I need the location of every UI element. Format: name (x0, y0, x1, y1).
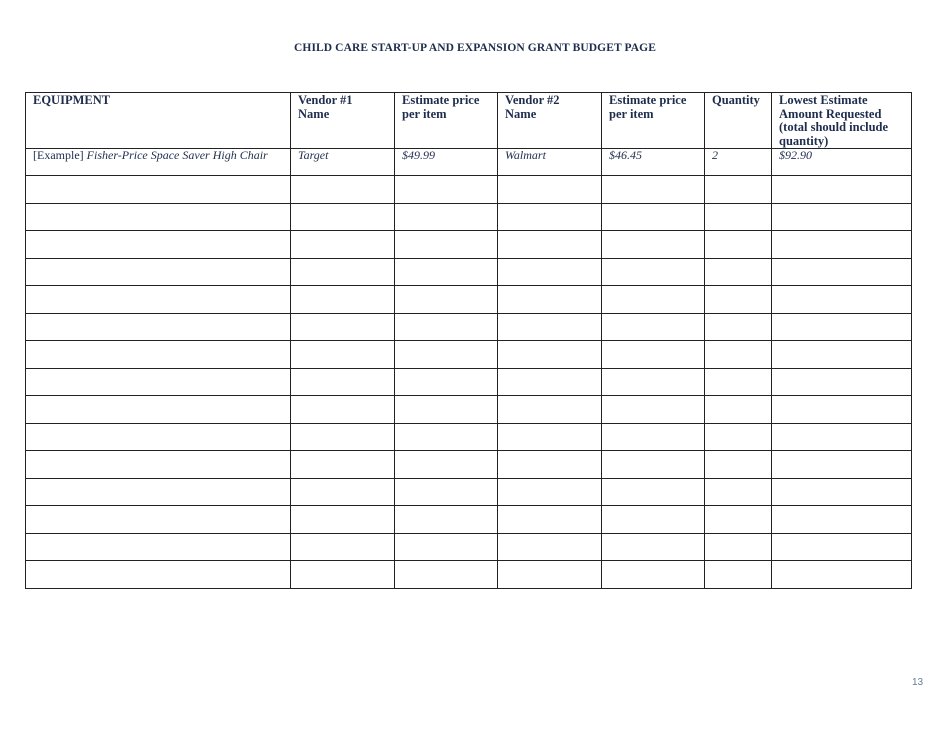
cell-price-1[interactable] (395, 561, 498, 589)
cell-vendor-1[interactable] (291, 203, 395, 231)
cell-vendor-1[interactable] (291, 341, 395, 369)
cell-equipment[interactable] (26, 258, 291, 286)
cell-vendor-1[interactable]: Target (291, 149, 395, 176)
cell-equipment[interactable] (26, 341, 291, 369)
cell-vendor-2[interactable] (498, 231, 602, 259)
cell-quantity[interactable]: 2 (705, 149, 772, 176)
table-row (26, 203, 912, 231)
header-quantity: Quantity (705, 93, 772, 149)
cell-price-1[interactable] (395, 286, 498, 314)
table-row (26, 396, 912, 424)
cell-price-2[interactable] (602, 203, 705, 231)
cell-quantity[interactable] (705, 313, 772, 341)
cell-vendor-1[interactable] (291, 368, 395, 396)
budget-table (25, 92, 912, 589)
cell-price-2[interactable] (602, 176, 705, 204)
cell-vendor-1[interactable] (291, 286, 395, 314)
cell-quantity[interactable] (705, 286, 772, 314)
cell-vendor-2[interactable] (498, 341, 602, 369)
cell-lowest-estimate[interactable] (772, 313, 912, 341)
table-row (26, 286, 912, 314)
cell-price-1[interactable] (395, 313, 498, 341)
cell-vendor-2[interactable]: Walmart (498, 149, 602, 176)
cell-quantity[interactable] (705, 368, 772, 396)
cell-vendor-2[interactable] (498, 451, 602, 479)
cell-quantity[interactable] (705, 478, 772, 506)
cell-vendor-1[interactable] (291, 506, 395, 534)
cell-vendor-1[interactable] (291, 478, 395, 506)
cell-vendor-2[interactable] (498, 506, 602, 534)
cell-vendor-2[interactable] (498, 368, 602, 396)
cell-vendor-2[interactable] (498, 423, 602, 451)
cell-equipment[interactable] (26, 231, 291, 259)
cell-price-1[interactable] (395, 533, 498, 561)
cell-price-1[interactable] (395, 258, 498, 286)
cell-equipment[interactable] (26, 368, 291, 396)
cell-price-1[interactable] (395, 451, 498, 479)
cell-vendor-2[interactable] (498, 478, 602, 506)
cell-lowest-estimate[interactable] (772, 368, 912, 396)
cell-price-2[interactable]: $46.45 (602, 149, 705, 176)
cell-lowest-estimate[interactable] (772, 478, 912, 506)
cell-equipment[interactable] (26, 313, 291, 341)
cell-quantity[interactable] (705, 176, 772, 204)
cell-vendor-1[interactable] (291, 231, 395, 259)
cell-vendor-2[interactable] (498, 203, 602, 231)
cell-equipment[interactable] (26, 203, 291, 231)
cell-quantity[interactable] (705, 561, 772, 589)
cell-lowest-estimate[interactable] (772, 396, 912, 424)
cell-vendor-1[interactable] (291, 176, 395, 204)
header-equipment: EQUIPMENT (26, 93, 291, 149)
table-row (26, 368, 912, 396)
cell-vendor-2[interactable] (498, 286, 602, 314)
cell-lowest-estimate[interactable] (772, 176, 912, 204)
cell-lowest-estimate[interactable] (772, 258, 912, 286)
cell-quantity[interactable] (705, 231, 772, 259)
cell-equipment[interactable] (26, 533, 291, 561)
cell-lowest-estimate[interactable] (772, 423, 912, 451)
cell-price-2[interactable] (602, 423, 705, 451)
cell-price-1[interactable] (395, 506, 498, 534)
cell-price-2[interactable] (602, 313, 705, 341)
table-row (26, 313, 912, 341)
cell-vendor-2[interactable] (498, 396, 602, 424)
cell-vendor-2[interactable] (498, 533, 602, 561)
header-lowest-estimate: Lowest Estimate Amount Requested (total should include quantity) (772, 93, 912, 149)
cell-price-1[interactable] (395, 368, 498, 396)
cell-lowest-estimate[interactable]: $92.90 (772, 149, 912, 176)
table-row (26, 451, 912, 479)
table-row (26, 258, 912, 286)
table-row (26, 423, 912, 451)
table-row (26, 341, 912, 369)
table-row (26, 176, 912, 204)
cell-quantity[interactable] (705, 423, 772, 451)
cell-lowest-estimate[interactable] (772, 203, 912, 231)
cell-price-2[interactable] (602, 506, 705, 534)
cell-price-1[interactable] (395, 423, 498, 451)
cell-equipment[interactable] (26, 478, 291, 506)
cell-price-1[interactable] (395, 203, 498, 231)
cell-price-2[interactable] (602, 396, 705, 424)
cell-price-1[interactable] (395, 396, 498, 424)
cell-vendor-1[interactable] (291, 561, 395, 589)
cell-equipment[interactable]: [Example] Fisher-Price Space Saver High Chair (26, 149, 291, 176)
cell-equipment[interactable] (26, 423, 291, 451)
cell-price-2[interactable] (602, 231, 705, 259)
cell-vendor-1[interactable] (291, 533, 395, 561)
cell-equipment[interactable] (26, 396, 291, 424)
cell-quantity[interactable] (705, 396, 772, 424)
cell-vendor-1[interactable] (291, 258, 395, 286)
cell-price-2[interactable] (602, 561, 705, 589)
cell-vendor-2[interactable] (498, 313, 602, 341)
table-row (26, 506, 912, 534)
cell-vendor-1[interactable] (291, 451, 395, 479)
cell-price-1[interactable]: $49.99 (395, 149, 498, 176)
cell-vendor-1[interactable] (291, 396, 395, 424)
cell-lowest-estimate[interactable] (772, 506, 912, 534)
cell-lowest-estimate[interactable] (772, 341, 912, 369)
cell-equipment[interactable] (26, 506, 291, 534)
cell-equipment[interactable] (26, 451, 291, 479)
table-row (26, 478, 912, 506)
cell-price-1[interactable] (395, 341, 498, 369)
cell-price-1[interactable] (395, 478, 498, 506)
cell-quantity[interactable] (705, 341, 772, 369)
cell-vendor-1[interactable] (291, 423, 395, 451)
header-price-2: Estimate price per item (602, 93, 705, 149)
cell-price-2[interactable] (602, 286, 705, 314)
table-row (26, 533, 912, 561)
cell-equipment[interactable] (26, 561, 291, 589)
cell-lowest-estimate[interactable] (772, 451, 912, 479)
table-row-example (26, 149, 912, 176)
cell-vendor-1[interactable] (291, 313, 395, 341)
header-price-1: Estimate price per item (395, 93, 498, 149)
cell-quantity[interactable] (705, 533, 772, 561)
cell-price-1[interactable] (395, 231, 498, 259)
cell-price-2[interactable] (602, 451, 705, 479)
cell-lowest-estimate[interactable] (772, 533, 912, 561)
cell-price-2[interactable] (602, 341, 705, 369)
page-title: CHILD CARE START-UP AND EXPANSION GRANT BUDGET PAGE (294, 42, 656, 54)
page-number: 13 (912, 677, 924, 688)
cell-lowest-estimate[interactable] (772, 231, 912, 259)
cell-price-1[interactable] (395, 176, 498, 204)
header-vendor-1: Vendor #1 Name (291, 93, 395, 149)
table-header-row (26, 93, 912, 149)
cell-price-2[interactable] (602, 368, 705, 396)
cell-price-2[interactable] (602, 533, 705, 561)
cell-quantity[interactable] (705, 451, 772, 479)
table-row (26, 561, 912, 589)
cell-quantity[interactable] (705, 203, 772, 231)
cell-vendor-2[interactable] (498, 258, 602, 286)
cell-quantity[interactable] (705, 506, 772, 534)
cell-equipment[interactable] (26, 176, 291, 204)
table-row (26, 231, 912, 259)
cell-vendor-2[interactable] (498, 561, 602, 589)
cell-quantity[interactable] (705, 258, 772, 286)
cell-equipment[interactable] (26, 286, 291, 314)
cell-lowest-estimate[interactable] (772, 286, 912, 314)
cell-vendor-2[interactable] (498, 176, 602, 204)
cell-price-2[interactable] (602, 258, 705, 286)
cell-price-2[interactable] (602, 478, 705, 506)
cell-lowest-estimate[interactable] (772, 561, 912, 589)
header-vendor-2: Vendor #2 Name (498, 93, 602, 149)
